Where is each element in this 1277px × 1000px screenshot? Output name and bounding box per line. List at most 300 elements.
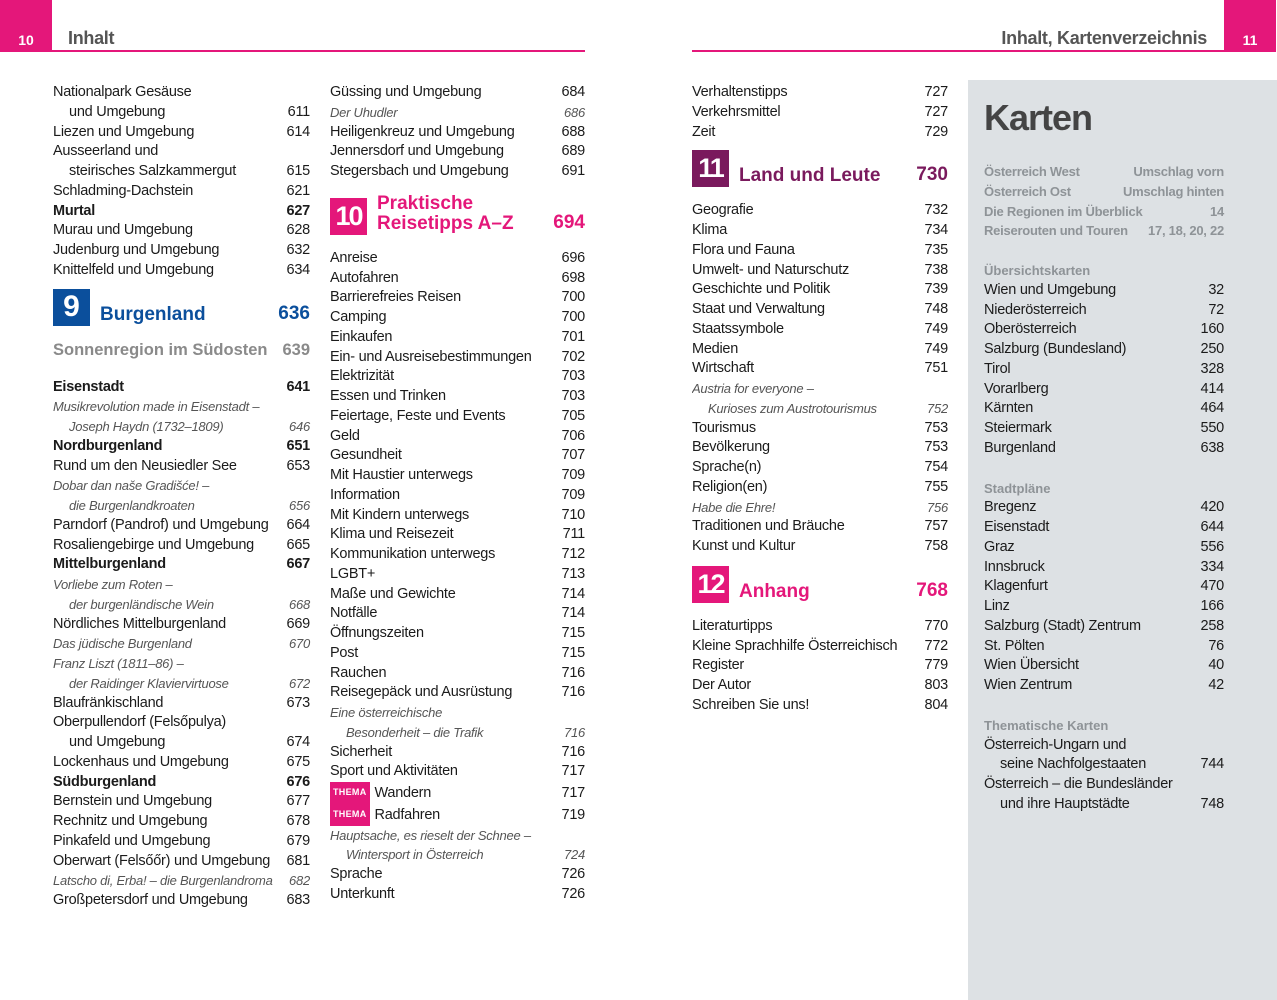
toc-entry[interactable] [984,558,1224,578]
toc-entry[interactable] [330,585,585,605]
entry-page: 711 [562,526,585,543]
toc-entry[interactable] [330,328,585,348]
toc-entry[interactable] [984,637,1224,657]
entry-title [984,301,1204,321]
toc-entry[interactable] [984,399,1224,419]
entry-title-text: Wien Zentrum [984,677,1073,693]
toc-entry[interactable] [330,142,585,162]
toc-entry[interactable] [53,83,310,103]
entry-title [53,733,281,753]
entry-title [53,83,304,103]
toc-entry[interactable] [330,565,585,585]
toc-entry[interactable] [53,241,310,261]
toc-entry[interactable] [53,634,310,654]
entry-page: 615 [286,163,310,179]
entry-page: 696 [561,249,585,266]
toc-entry[interactable] [692,498,948,518]
toc-entry[interactable] [692,103,948,123]
toc-entry[interactable] [692,637,948,657]
toc-entry[interactable] [984,380,1224,400]
toc-entry[interactable] [330,723,585,743]
entry-title [984,736,1220,756]
entry-title-text: Joseph Haydn (1732–1809) [69,419,224,434]
map-index-content [984,96,1224,835]
entry-page: 550 [1200,420,1224,436]
entry-title-text: Umwelt- und Naturschutz [692,261,850,278]
toc-entry[interactable] [53,182,310,202]
entry-title [692,399,921,419]
toc-entry[interactable] [984,360,1224,380]
entry-title [692,379,942,399]
entry-title-text: Österreich Ost [984,183,1071,199]
toc-entry[interactable] [984,538,1224,558]
entry-title [984,775,1220,795]
entry-title [692,280,919,300]
entry-page: 698 [561,269,585,286]
toc-entry[interactable] [53,753,310,773]
toc-entry[interactable] [53,417,310,437]
toc-entry[interactable] [330,103,585,123]
toc-entry[interactable] [53,397,310,417]
entry-page: 42 [1208,677,1224,693]
entry-page: 670 [289,636,310,652]
entry-title [330,644,556,664]
entry-title [53,162,281,182]
toc-entry[interactable] [330,446,585,466]
entry-title [53,595,283,615]
entry-title-text: Schreiben Sie uns! [692,696,810,713]
entry-page: 669 [286,615,310,632]
entry-title [53,417,283,437]
entry-title-text: Mit Haustier unterwegs [330,467,473,483]
entry-title [692,637,919,657]
toc-entry[interactable] [53,536,310,556]
entry-title-text: Musikrevolution made in Eisenstadt – [53,399,260,415]
entry-title [330,624,556,644]
toc-entry[interactable] [53,792,310,812]
entry-page: 707 [561,447,585,464]
toc-entry[interactable] [53,871,310,891]
toc-entry[interactable] [330,249,585,269]
subsection-heading[interactable] [53,340,310,360]
entry-title [53,713,304,733]
toc-entry[interactable] [330,123,585,143]
toc-entry[interactable] [984,320,1224,340]
toc-entry[interactable] [330,703,585,723]
entry-title-text: Knittelfeld und Umgebung [53,261,214,278]
overview-maps-group [984,261,1224,459]
entry-title [53,753,281,773]
entry-title [330,585,556,605]
toc-entry[interactable] [692,241,948,261]
toc-entry[interactable] [53,516,310,536]
toc-entry[interactable] [692,221,948,241]
entry-title [330,249,556,269]
toc-entry[interactable] [330,762,585,782]
toc-entry[interactable] [53,812,310,832]
entry-page: Umschlag vorn [1133,164,1224,179]
entry-title [53,536,281,556]
entry-page: 702 [561,348,585,365]
entry-page: 667 [286,556,310,573]
chapter-page: 636 [278,302,310,324]
entry-title-text: Sprache(n) [692,459,762,475]
toc-entry[interactable] [984,795,1224,815]
entry-title [53,832,281,852]
entry-title [53,674,283,694]
entry-page: 724 [564,847,585,863]
entry-title [984,498,1197,518]
entry-title-text: Österreich-Ungarn und [984,736,1127,753]
toc-entry[interactable] [330,269,585,289]
toc-entry[interactable] [53,496,310,516]
entry-title-text: Eine österreichische [330,705,443,720]
chapter-12-heading[interactable] [692,566,948,603]
toc-entry[interactable] [692,379,948,399]
toc-entry[interactable] [53,103,310,123]
toc-entry[interactable] [330,407,585,427]
chapter-number-badge: 9 [53,289,90,326]
entry-title [330,826,579,846]
toc-entry[interactable] [53,674,310,694]
entry-title-text: Kunst und Kultur [692,538,796,554]
entry-title [330,723,558,743]
entry-page: 709 [561,467,585,483]
entry-title [984,380,1197,400]
toc-entry[interactable] [692,656,948,676]
entry-title-text: und Umgebung [69,103,166,120]
entry-page: 732 [924,202,948,219]
toc-entry[interactable] [984,736,1224,756]
entry-title-text: Religion(en) [692,478,768,495]
toc-entry[interactable] [53,654,310,674]
toc-entry[interactable] [330,162,585,182]
toc-entry[interactable] [692,359,948,379]
toc-list [692,617,948,716]
subsection-title: Sonnenregion im Südosten [53,340,268,359]
entry-title-text: Pinkafeld und Umgebung [53,832,211,849]
entry-title-text: Austria for everyone – [692,381,814,396]
entry-page: 753 [924,439,948,456]
toc-entry[interactable] [330,804,585,826]
chapter-10-heading[interactable] [330,194,585,235]
toc-entry[interactable] [330,525,585,545]
toc-entry[interactable] [692,201,948,221]
toc-entry[interactable] [53,221,310,241]
toc-entry[interactable] [330,348,585,368]
entry-title-text: die Burgenlandkroaten [69,498,195,513]
entry-title-text: Eisenstadt [53,378,124,395]
toc-entry[interactable] [984,340,1224,360]
entry-title-text: Sport und Aktivitäten [330,763,458,780]
toc-entry[interactable] [692,261,948,281]
entry-title [330,103,558,123]
entry-page: 709 [561,486,585,503]
map-list [984,281,1224,459]
entry-title [53,457,281,477]
toc-entry[interactable] [53,162,310,182]
entry-title-text: Nördliches Mittelburgenland [53,615,226,632]
entry-page: 748 [924,301,948,317]
toc-entry[interactable] [692,320,948,340]
toc-entry[interactable] [692,517,948,537]
entry-title-text: Kärnten [984,400,1034,417]
entry-title [330,466,556,486]
entry-title [53,694,281,714]
toc-entry[interactable] [330,427,585,447]
toc-entry[interactable] [53,476,310,496]
toc-list [53,378,310,911]
entry-title [984,221,1144,241]
toc-entry[interactable] [984,498,1224,518]
toc-entry[interactable] [53,437,310,457]
chapter-11-heading[interactable] [692,150,948,187]
entry-title-text: Reisegepäck und Ausrüstung [330,684,513,701]
toc-entry[interactable] [330,845,585,865]
toc-entry[interactable] [984,202,1224,222]
entry-page: 716 [561,684,585,701]
entry-title-text: Reiserouten und Touren [984,223,1128,239]
toc-entry[interactable] [330,545,585,565]
entry-title-text: seine Nachfolgestaaten [1000,756,1147,773]
toc-entry[interactable] [984,775,1224,795]
toc-entry[interactable] [53,575,310,595]
toc-entry[interactable] [53,555,310,575]
entry-title [692,656,919,676]
toc-entry[interactable] [330,743,585,763]
toc-entry[interactable] [53,733,310,753]
entry-title [330,545,556,565]
toc-entry[interactable] [984,676,1224,696]
toc-entry[interactable] [330,826,585,846]
entry-title-text: Flora und Fauna [692,241,795,258]
toc-entry[interactable] [330,83,585,103]
entry-title-text: Hauptsache, es rieselt der Schnee – [330,827,531,843]
entry-title-text: Lockenhaus und Umgebung [53,753,229,770]
toc-entry[interactable] [330,387,585,407]
entry-title [330,427,556,447]
entry-title [984,795,1197,815]
entry-page: 701 [561,328,585,345]
toc-entry[interactable] [692,83,948,103]
entry-page: 752 [927,400,948,416]
entry-title [692,241,919,261]
entry-title [692,537,919,557]
toc-entry[interactable] [330,367,585,387]
toc-entry[interactable] [692,617,948,637]
chapter-title-line-1: Praktische [377,192,474,214]
toc-entry[interactable] [53,142,310,162]
entry-title-text: Geld [330,427,360,444]
toc-entry[interactable] [984,597,1224,617]
entry-title-text: Oberösterreich [984,321,1077,338]
entry-page: 665 [286,536,310,553]
entry-title [53,378,281,398]
entry-title-text: Franz Liszt (1811–86) – [53,656,184,671]
entry-page: 614 [286,123,310,140]
subsection-page: 639 [282,340,310,359]
entry-title-text: Tourismus [692,419,756,436]
toc-entry[interactable] [692,300,948,320]
entry-page: 714 [561,585,585,602]
entry-title [692,201,919,221]
entry-page: 700 [561,289,585,306]
entry-title [53,891,281,911]
entry-title [984,399,1197,419]
toc-column-2 [330,83,585,905]
toc-entry[interactable] [984,755,1224,775]
entry-title [330,565,556,585]
entry-title-text: Nationalpark Gesäuse [53,84,192,100]
entry-page: 628 [286,222,310,239]
entry-title-text: Besonderheit – die Trafik [346,724,484,740]
toc-entry[interactable] [330,466,585,486]
toc-entry[interactable] [692,399,948,419]
toc-entry[interactable] [984,617,1224,637]
toc-entry[interactable] [330,624,585,644]
entry-page: 757 [924,518,948,535]
entry-title-text: Mit Kindern unterwegs [330,506,470,523]
toc-entry[interactable] [330,664,585,684]
toc-entry[interactable] [984,221,1224,241]
toc-entry[interactable] [53,457,310,477]
toc-entry[interactable] [692,478,948,498]
entry-page: 703 [561,388,585,404]
entry-page: 689 [561,143,585,160]
toc-entry[interactable] [53,694,310,714]
toc-entry[interactable] [53,202,310,222]
entry-title-text: Klima [692,222,728,238]
entry-title-text: Eisenstadt [984,519,1050,535]
entry-title-text: Oberwart (Felsőőr) und Umgebung [53,852,271,869]
entry-title-text: Traditionen und Bräuche [692,518,845,535]
entry-title-text: Großpetersdorf und Umgebung [53,892,248,908]
entry-title-text: Sicherheit [330,743,392,760]
toc-entry[interactable] [984,419,1224,439]
toc-entry[interactable] [330,644,585,664]
toc-entry[interactable] [984,162,1224,182]
toc-entry[interactable] [330,604,585,624]
entry-page: 328 [1200,360,1224,377]
entry-title [692,438,919,458]
toc-entry[interactable] [53,891,310,911]
entry-page: 651 [286,437,310,454]
entry-page: 674 [286,734,310,750]
toc-entry[interactable] [53,832,310,852]
toc-entry[interactable] [984,577,1224,597]
toc-entry[interactable] [53,773,310,793]
toc-entry[interactable] [330,288,585,308]
entry-title [53,773,281,793]
toc-entry[interactable] [692,537,948,557]
toc-entry[interactable] [53,378,310,398]
entry-page: 755 [924,478,948,495]
entry-title-text: Sprache [330,866,383,882]
toc-entry[interactable] [984,182,1224,202]
toc-entry[interactable] [330,885,585,905]
toc-entry[interactable] [692,340,948,360]
entry-title [692,123,919,143]
entry-title-text: Niederösterreich [984,301,1087,318]
toc-list [692,83,948,142]
entry-title [984,558,1197,578]
toc-entry[interactable] [984,656,1224,676]
entry-title [53,123,281,143]
entry-title-text: Literaturtipps [692,617,773,634]
entry-page: 751 [924,360,948,377]
chapter-9-heading[interactable] [53,289,310,326]
toc-entry[interactable] [53,713,310,733]
entry-page: 679 [286,832,310,849]
entry-title [692,478,919,498]
toc-entry[interactable] [984,301,1224,321]
toc-entry[interactable] [53,123,310,143]
toc-entry[interactable] [53,852,310,872]
entry-page: 738 [924,261,948,278]
entry-title-text: Wirtschaft [692,360,754,377]
chapter-title: Anhang [739,580,810,602]
toc-entry[interactable] [984,439,1224,459]
entry-title [330,348,556,368]
toc-entry[interactable] [330,865,585,885]
entry-title-text: Vorarlberg [984,380,1049,397]
toc-entry[interactable] [692,676,948,696]
entry-title-text: Bevölkerung [692,439,770,456]
entry-page: 744 [1200,756,1224,773]
entry-title [984,162,1129,182]
toc-entry[interactable] [330,486,585,506]
toc-entry[interactable] [53,595,310,615]
entry-title [330,328,556,348]
toc-entry[interactable] [53,261,310,281]
toc-entry[interactable] [330,506,585,526]
toc-entry[interactable] [692,123,948,143]
toc-entry[interactable] [53,615,310,635]
entry-title [984,439,1197,459]
entry-title [53,871,283,891]
entry-title [984,518,1197,538]
entry-page: 729 [924,123,948,140]
entry-title [53,852,281,872]
entry-title-text: Anreise [330,249,378,266]
entry-title-text: Notfälle [330,605,378,622]
entry-page: 32 [1208,281,1224,298]
entry-title [330,269,556,289]
toc-entry[interactable] [330,782,585,804]
entry-title [984,538,1197,558]
toc-entry[interactable] [330,308,585,328]
toc-entry[interactable] [692,458,948,478]
toc-entry[interactable] [984,518,1224,538]
toc-list [330,83,585,182]
entry-title [984,676,1204,696]
entry-page: 76 [1208,637,1224,654]
toc-entry[interactable] [692,419,948,439]
chapter-number-badge: 11 [692,150,729,187]
entry-title-text: Rosaliengebirge und Umgebung [53,536,254,553]
toc-entry[interactable] [692,438,948,458]
toc-entry[interactable] [330,683,585,703]
entry-title [330,387,556,407]
thema-badge: THEMA [330,804,370,826]
entry-page: 641 [286,378,310,395]
toc-entry[interactable] [692,696,948,716]
entry-page: 684 [561,84,585,100]
toc-entry[interactable] [984,281,1224,301]
entry-page: 682 [289,873,310,889]
toc-entry[interactable] [692,280,948,300]
entry-title [692,517,919,537]
